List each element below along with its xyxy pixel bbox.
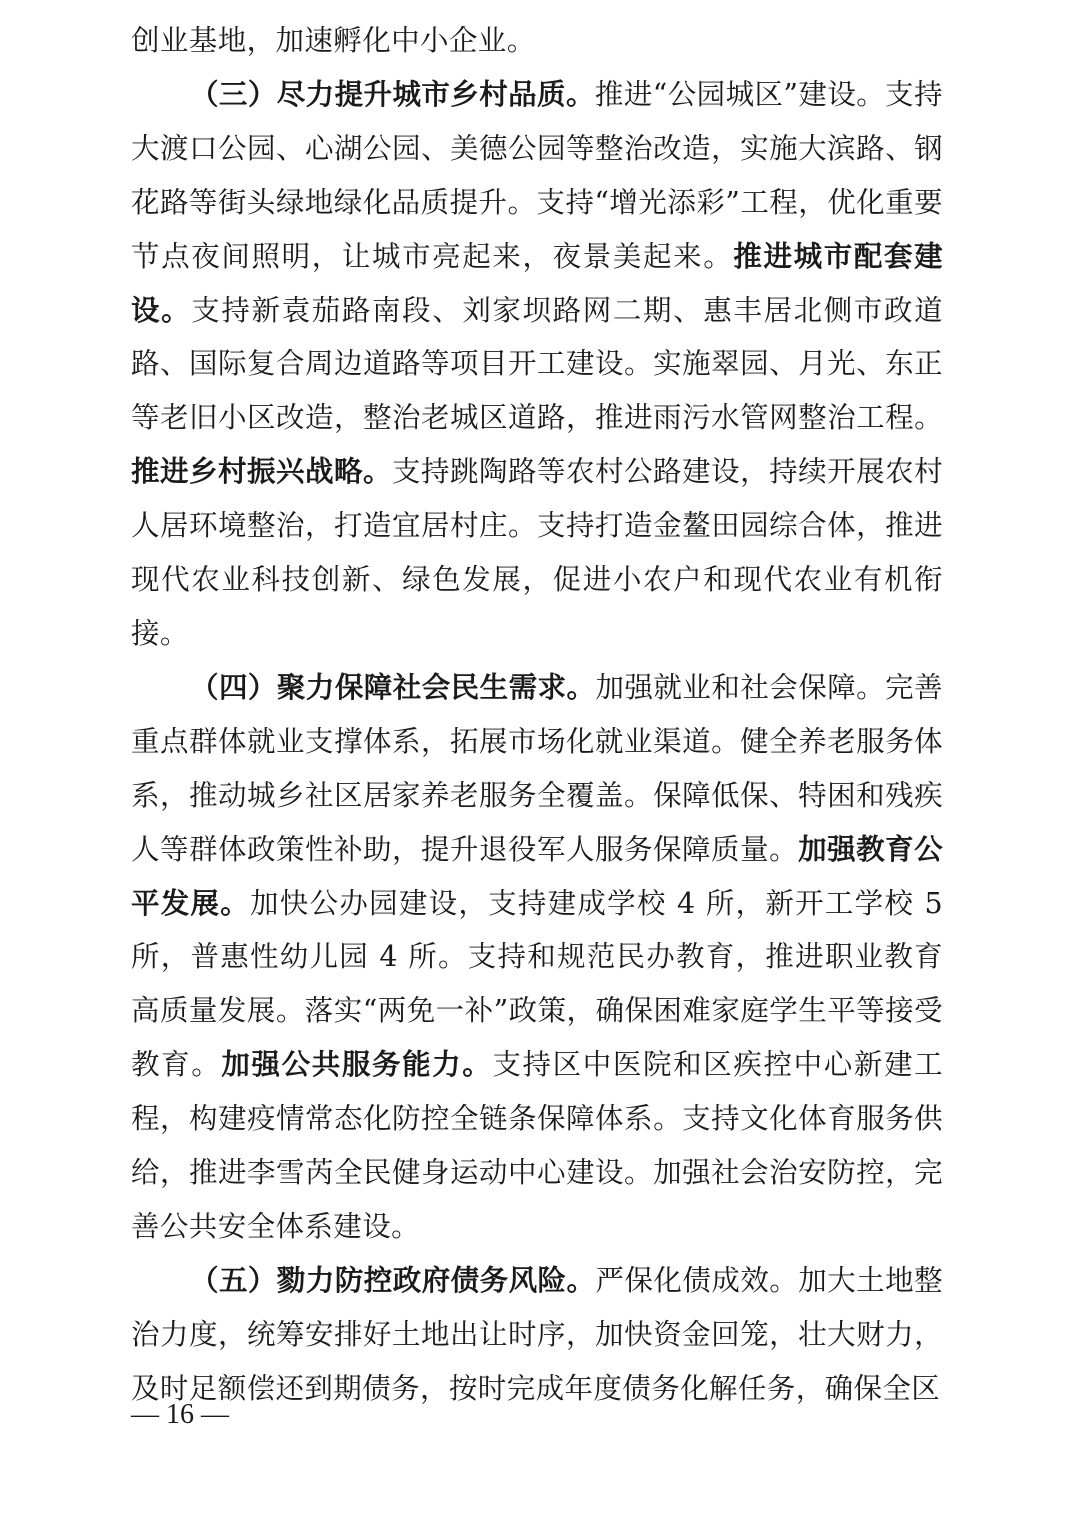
bold-heading-run: （四）聚力保障社会民生需求。 [190, 669, 596, 704]
text-run: 推进“公园城区”建设。支持大渡口公园、心湖公园、美德公园等整治改造，实施大滨路、钢花路等街头绿地绿化品质提升。支持“增光添彩”工程，优化重要节点夜间照明，让城市亮起来，夜景美起来。 [131, 77, 943, 273]
bold-heading-run: 加强教育公平发展。 [131, 831, 943, 920]
page-number: — 16 — [131, 1399, 229, 1430]
bold-heading-run: （五）勠力防控政府债务风险。 [190, 1262, 596, 1297]
text-run: 支持新袁茄路南段、刘家坝路网二期、惠丰居北侧市政道路、国际复合周边道路等项目开工建设。实施翠园、月光、东正等老旧小区改造，整治老城区道路，推进雨污水管网整治工程。 [131, 293, 943, 435]
paragraph [131, 661, 943, 1254]
paragraph [131, 1254, 943, 1416]
document-body [131, 14, 943, 1416]
bold-heading-run: 加强公共服务能力。 [221, 1047, 493, 1082]
bold-heading-run: 推进乡村振兴战略。 [131, 454, 393, 489]
bold-heading-run: （三）尽力提升城市乡村品质。 [190, 76, 595, 111]
text-run: 加强就业和社会保障。完善重点群体就业支撑体系，拓展市场化就业渠道。健全养老服务体系，推动城乡社区居家养老服务全覆盖。保障低保、特困和残疾人等群体政策性补助，提升退役军人服务保障质量。 [131, 670, 943, 866]
text-run: 支持跳陶路等农村公路建设，持续开展农村人居环境整治，打造宜居村庄。支持打造金鳌田园综合体，推进现代农业科技创新、绿色发展，促进小农户和现代农业有机衔接。 [131, 455, 943, 650]
text-run: 加快公办园建设，支持建成学校 4 所，新开工学校 5 所，普惠性幼儿园 4 所。支持和规范民办教育，推进职业教育高质量发展。落实“两免一补”政策，确保困难家庭学生平等接受教育。 [131, 886, 943, 1082]
bold-heading-run: 推进城市配套建设。 [131, 238, 943, 327]
paragraph [131, 68, 943, 661]
text-run: 创业基地，加速孵化中小企业。 [131, 24, 536, 57]
text-run: 严保化债成效。加大土地整治力度，统筹安排好土地出让时序，加快资金回笼，壮大财力，及时足额偿还到期债务，按时完成年度债务化解任务，确保全区 [131, 1263, 943, 1405]
text-run: 支持区中医院和区疾控中心新建工程，构建疫情常态化防控全链条保障体系。支持文化体育服务供给，推进李雪芮全民健身运动中心建设。加强社会治安防控，完善公共安全体系建设。 [131, 1048, 943, 1243]
paragraph [131, 14, 943, 68]
